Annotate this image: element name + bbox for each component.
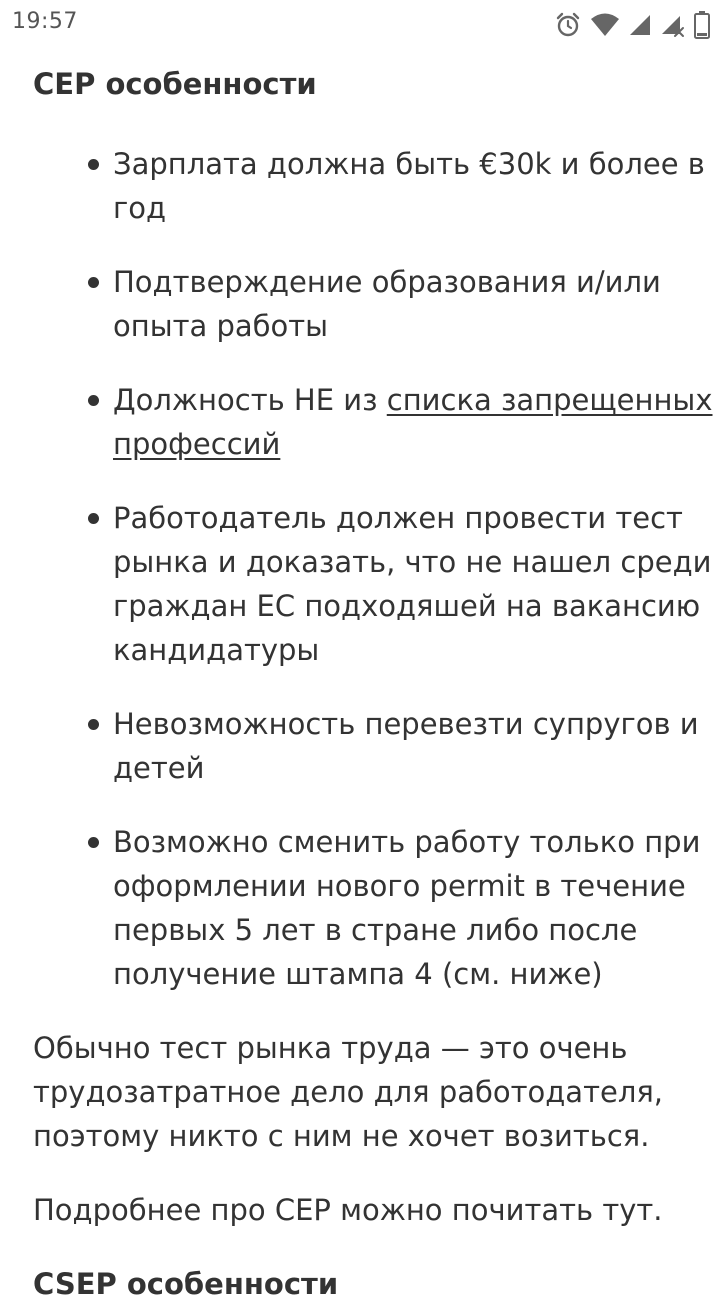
features-list: [33, 142, 713, 996]
section-heading: CEP особенности: [33, 67, 317, 101]
signal-no-data-icon: [660, 12, 686, 38]
section-heading-2: CSEP особенности: [33, 1267, 339, 1301]
battery-icon: [694, 11, 710, 39]
list-item: [113, 702, 713, 790]
forbidden-professions-link[interactable]: списка запрещенных профессий: [113, 383, 713, 461]
list-item: [113, 378, 713, 466]
list-item: [113, 142, 713, 230]
list-item: [113, 820, 713, 996]
wifi-icon: [590, 12, 620, 38]
list-item-text: Должность НЕ из: [113, 383, 387, 417]
signal-icon: [628, 13, 652, 37]
list-item-text: Возможно сменить работу только при оформлении нового permit в течение первых 5 лет в стране либо после получение штампа 4 (см. ниже): [113, 825, 701, 991]
paragraph-market-test: Обычно тест рынка труда — это очень трудозатратное дело для работодателя, поэтому никто с ним не хочет возиться.: [33, 1031, 664, 1153]
list-item-text: Работодатель должен провести тест рынка и доказать, что не нашел среди граждан ЕС подходяшей на вакансию кандидатуры: [113, 501, 712, 667]
status-bar: [0, 0, 720, 48]
status-icons: [554, 10, 710, 40]
list-item-text: Подтверждение образования и/или опыта работы: [113, 265, 661, 343]
alarm-icon: [554, 11, 582, 39]
list-item-text: Невозможность перевезти супругов и детей: [113, 707, 699, 785]
list-item-text: Зарплата должна быть €30k и более в год: [113, 147, 705, 225]
list-item: [113, 496, 713, 672]
article-content: [33, 62, 713, 1306]
paragraph-more-info: Подробнее про CEP можно почитать тут.: [33, 1193, 663, 1227]
status-time: 19:57: [12, 9, 78, 34]
list-item: [113, 260, 713, 348]
